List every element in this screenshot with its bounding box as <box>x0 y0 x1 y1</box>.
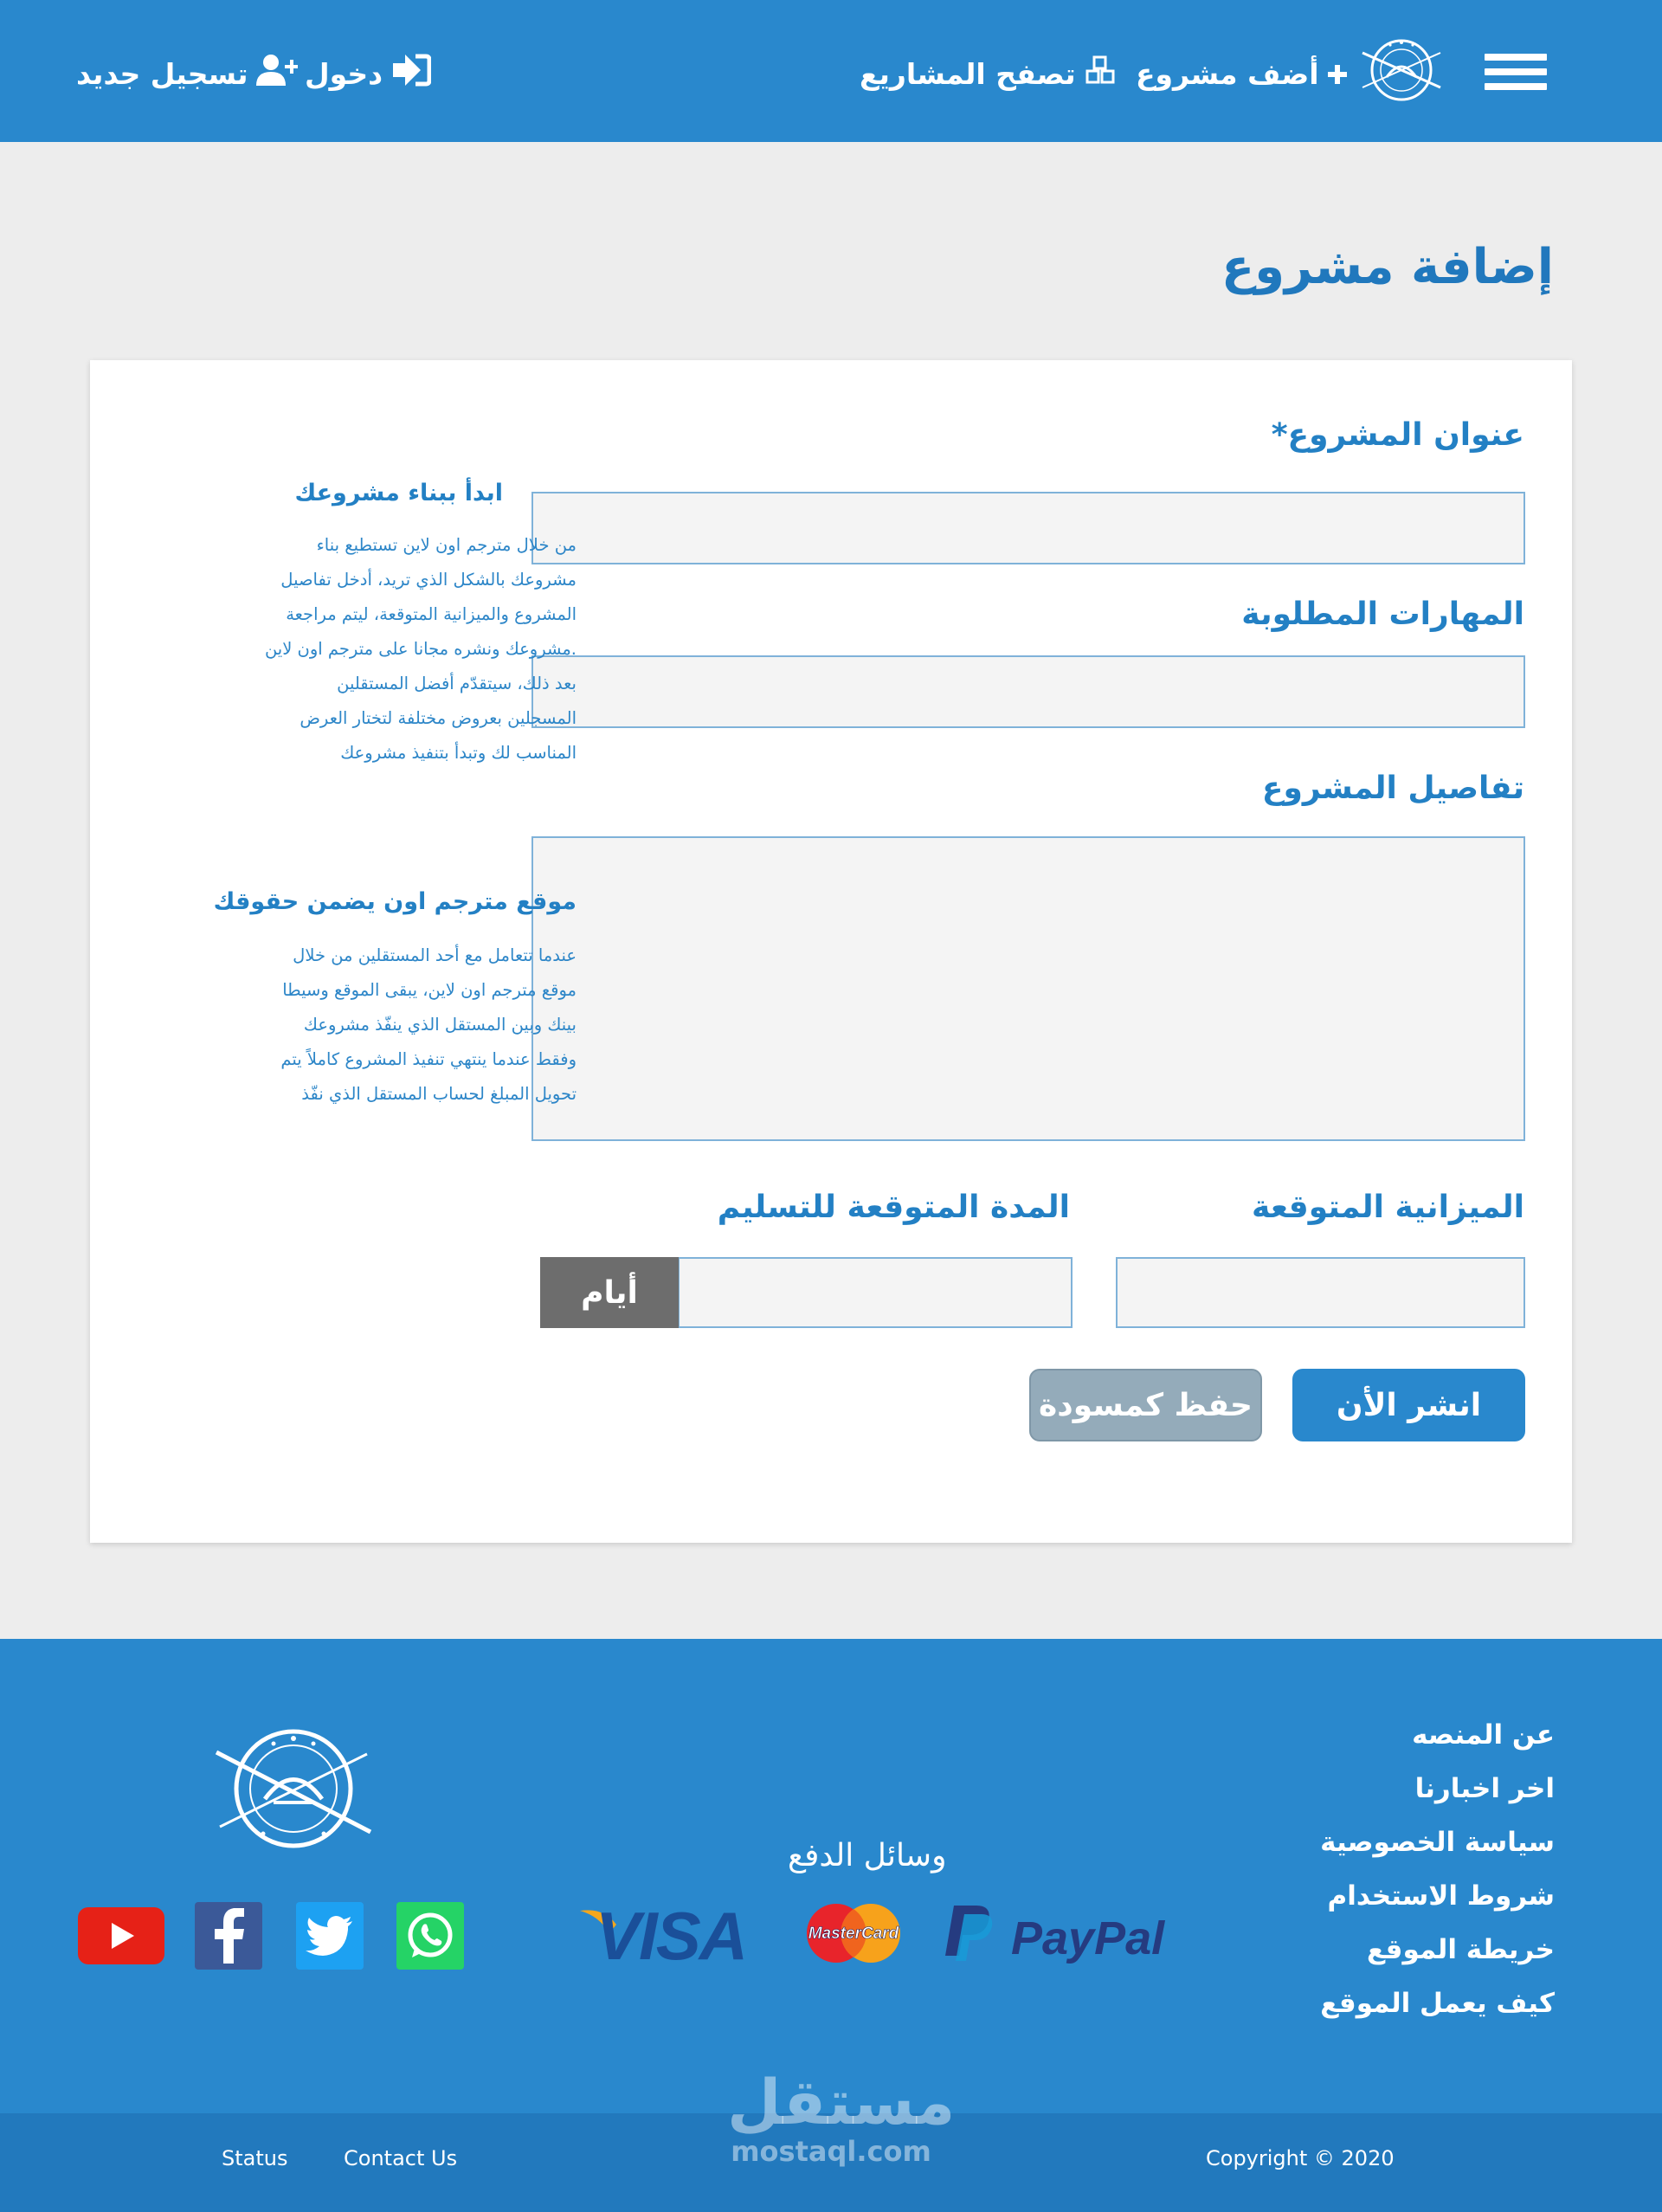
facebook-icon[interactable] <box>195 1902 262 1970</box>
cubes-icon <box>1085 55 1116 92</box>
add-project-card <box>90 360 1572 1543</box>
visa-logo <box>578 1899 760 1968</box>
status-link[interactable]: Status <box>222 2146 288 2170</box>
sidebar-box2-text <box>213 938 577 1112</box>
footer-link-privacy[interactable]: سياسة الخصوصية <box>1320 1827 1555 1858</box>
paypal-label: PayPal <box>1011 1912 1165 1964</box>
project-title-input[interactable] <box>531 492 1525 564</box>
youtube-icon[interactable] <box>78 1907 164 1964</box>
paypal-logo <box>944 1899 1170 1968</box>
top-navbar <box>0 0 1662 142</box>
user-plus-icon <box>256 53 298 94</box>
page-title: إضافة مشروع <box>1221 239 1554 295</box>
sidebar-box1-text <box>213 528 577 771</box>
sidebar-box1-line: المسجلين بعروض مختلفة لتختار العرض <box>300 708 577 728</box>
footer <box>0 1639 1662 2113</box>
sidebar-box1-line: مشروعك بالشكل الذي تريد، أدخل تفاصيل <box>280 570 577 590</box>
details-label: تفاصيل المشروع <box>1261 771 1524 806</box>
duration-label: المدة المتوقعة للتسليم <box>717 1190 1070 1225</box>
footer-links <box>1320 1708 1555 2030</box>
skills-label: المهارات المطلوبة <box>1241 597 1524 632</box>
nav-browse-projects[interactable] <box>860 54 1116 94</box>
footer-link-terms[interactable]: شروط الاستخدام <box>1327 1880 1555 1912</box>
twitter-icon[interactable] <box>296 1902 364 1970</box>
duration-input[interactable] <box>678 1257 1073 1328</box>
budget-label: الميزانية المتوقعة <box>1252 1190 1524 1225</box>
hamburger-icon[interactable] <box>1485 54 1547 92</box>
sidebar-box1-line: من خلال مترجم اون لاين تستطيع بناء <box>316 535 577 555</box>
sidebar-box2-line: موقع مترجم اون لاين، يبقى الموقع وسيطا <box>282 980 577 1000</box>
sidebar-box2-title: موقع مترجم اون يضمن حقوقك <box>213 888 577 915</box>
budget-input[interactable] <box>1116 1257 1525 1328</box>
project-title-label: عنوان المشروع* <box>1271 417 1524 453</box>
nav-login[interactable] <box>305 54 431 94</box>
footer-link-how-it-works[interactable]: كيف يعمل الموقع <box>1320 1988 1555 2019</box>
details-textarea[interactable] <box>531 836 1525 1141</box>
watermark <box>727 2066 956 2171</box>
whatsapp-icon[interactable] <box>396 1902 464 1970</box>
mastercard-logo <box>805 1899 902 1968</box>
footer-link-news[interactable]: اخر اخبارنا <box>1414 1773 1555 1804</box>
sidebar-box1-line: المشروع والميزانية المتوقعة، ليتم مراجعة <box>286 604 577 624</box>
sidebar-box2-line: وفقط عندما ينتهي تنفيذ المشروع كاملاً يتم <box>280 1049 577 1069</box>
copyright: Copyright © 2020 <box>1206 2146 1395 2170</box>
mastercard-label: MasterCard <box>808 1925 899 1943</box>
watermark-arabic: مستقل <box>727 2066 956 2138</box>
footer-link-about[interactable]: عن المنصه <box>1412 1719 1555 1751</box>
publish-button[interactable]: انشر الأن <box>1292 1369 1525 1441</box>
visa-label: VISA <box>596 1899 747 1968</box>
stamp-logo[interactable] <box>1356 30 1447 105</box>
plus-icon <box>1328 57 1347 91</box>
payment-methods-title: وسائل الدفع <box>788 1838 947 1873</box>
watermark-english: mostaql.com <box>731 2135 931 2168</box>
nav-register[interactable] <box>76 54 298 94</box>
sidebar-box1-title: ابدأ ببناء مشروعك <box>294 480 503 506</box>
sidebar-box2-line: تحويل المبلغ لحساب المستقل الذي نفّذ <box>301 1084 577 1104</box>
contact-link[interactable]: Contact Us <box>344 2146 458 2170</box>
sidebar-box2-line: بينك وبين المستقل الذي ينفّذ مشروعك <box>303 1015 577 1035</box>
skills-input[interactable] <box>531 655 1525 728</box>
save-draft-button[interactable]: حفظ كمسودة <box>1029 1369 1262 1441</box>
duration-unit-label: أيام <box>540 1257 679 1328</box>
nav-browse-projects-label: تصفح المشاريع <box>860 56 1076 91</box>
sign-in-icon <box>391 53 431 94</box>
nav-login-label: دخول <box>305 56 383 91</box>
nav-add-project-label: أضف مشروع <box>1136 56 1319 91</box>
stamp-logo-footer <box>211 1712 376 1860</box>
sidebar-box1-line: .مشروعك ونشره مجانا على مترجم اون لاين <box>264 639 577 659</box>
footer-link-sitemap[interactable]: خريطة الموقع <box>1366 1934 1555 1965</box>
sidebar-box1-line: بعد ذلك، سيتقدّم أفضل المستقلين <box>337 674 577 693</box>
nav-register-label: تسجيل جديد <box>76 56 248 91</box>
nav-add-project[interactable] <box>1136 54 1347 94</box>
sidebar-box2-line: عندما تتعامل مع أحد المستقلين من خلال <box>293 945 577 965</box>
sidebar-box1-line: المناسب لك وتبدأ بتنفيذ مشروعك <box>340 743 577 763</box>
